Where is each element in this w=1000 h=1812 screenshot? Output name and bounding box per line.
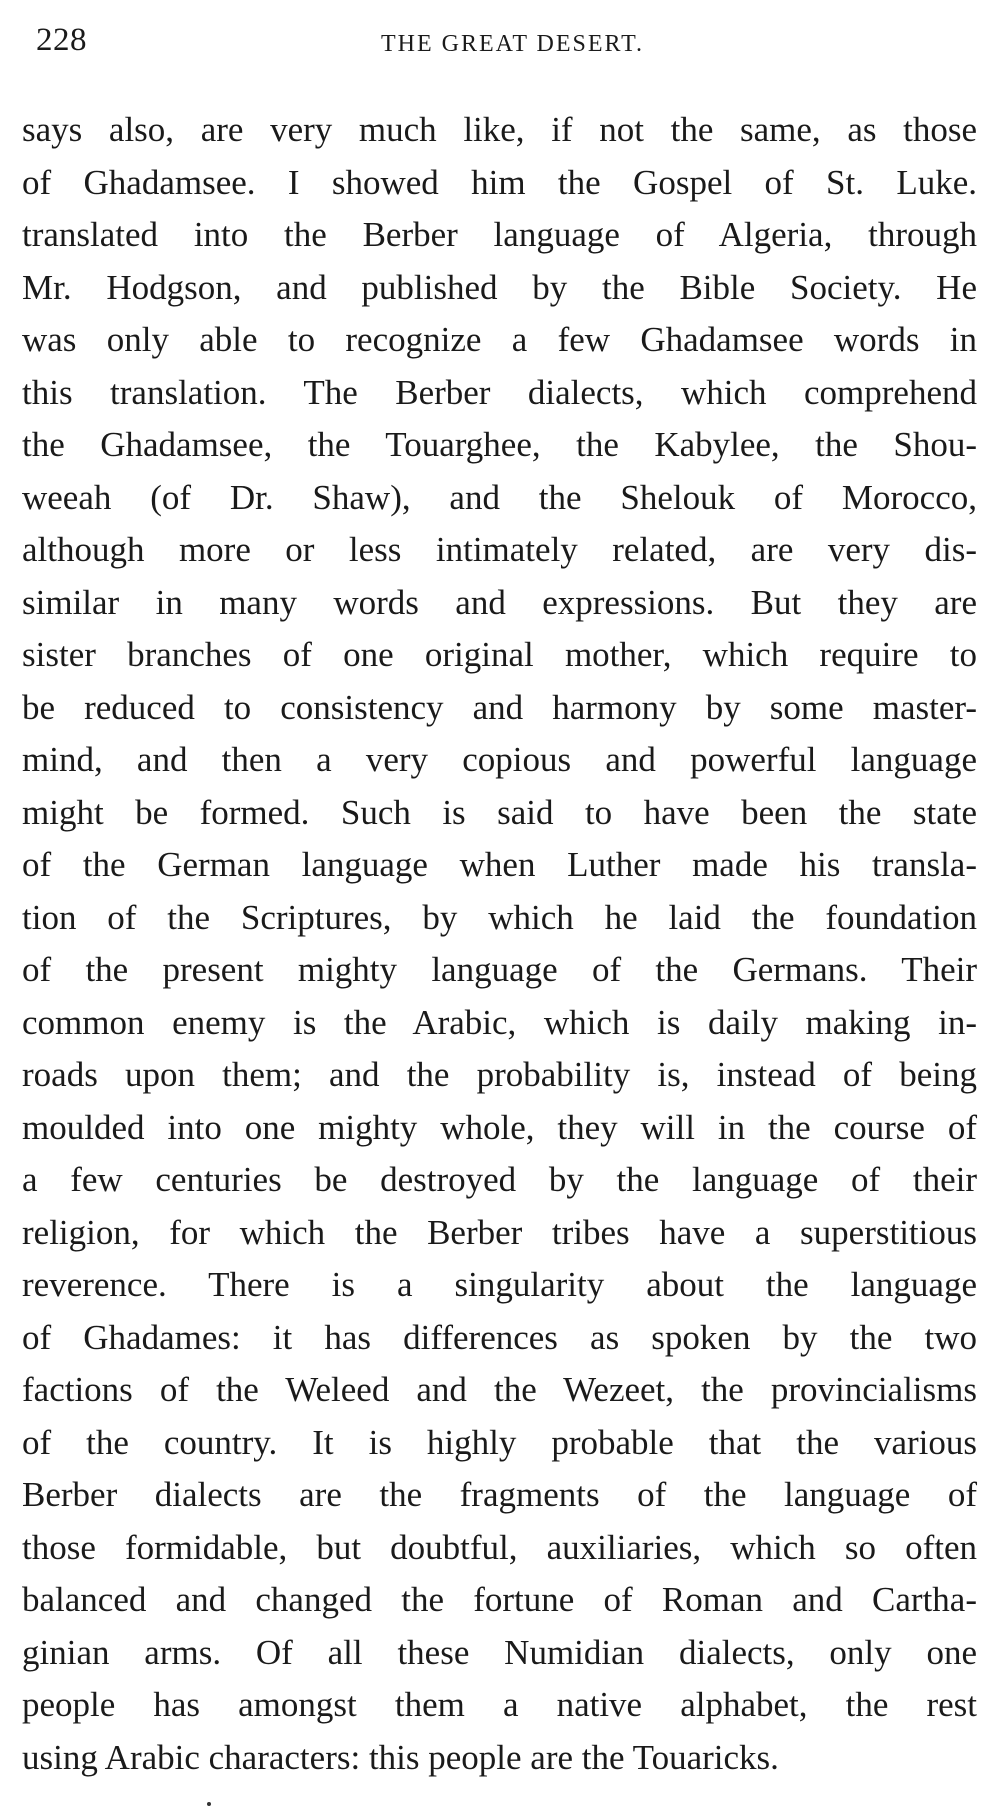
text-line: this translation. The Berber dialects, which comprehend [22, 372, 977, 412]
text-line: common enemy is the Arabic, which is daily making in- [22, 1002, 977, 1042]
text-line: roads upon them; and the probability is, instead of being [22, 1055, 977, 1094]
text-line: factions of the Weleed and the Wezeet, the provincialisms [22, 1370, 977, 1409]
text-line: people has amongst them a native alphabet, the rest [22, 1685, 977, 1724]
text-line: reverence. There is a singularity about the language [22, 1265, 977, 1304]
text-line: ginian arms. Of all these Numidian dialects, only one [22, 1632, 977, 1672]
text-line: of Ghadamsee. I showed him the Gospel of St. Luke. [22, 162, 977, 202]
text-line: was only able to recognize a few Ghadamsee words in [22, 320, 977, 359]
ink-speck [207, 1802, 211, 1806]
text-line: of the country. It is highly probable that the various [22, 1422, 977, 1462]
text-line: translated into the Berber language of Algeria, through [22, 215, 977, 254]
body-text [22, 104, 977, 1784]
page-number: 228 [36, 22, 87, 58]
text-line: Mr. Hodgson, and published by the Bible Society. He [22, 267, 977, 307]
text-line: religion, for which the Berber tribes have a superstitious [22, 1212, 977, 1252]
text-line: says also, are very much like, if not the same, as those [22, 110, 977, 149]
text-line: those formidable, but doubtful, auxiliaries, which so often [22, 1527, 977, 1567]
text-line: of Ghadames: it has differences as spoken by the two [22, 1317, 977, 1357]
text-line: Berber dialects are the fragments of the language of [22, 1475, 977, 1514]
text-line: be reduced to consistency and harmony by some master- [22, 687, 977, 727]
text-line: might be formed. Such is said to have been the state [22, 792, 977, 832]
text-line: of the present mighty language of the Germans. Their [22, 950, 977, 989]
running-head: THE GREAT DESERT. [381, 31, 644, 57]
text-line: sister branches of one original mother, which require to [22, 635, 977, 674]
text-line: tion of the Scriptures, by which he laid the foundation [22, 897, 977, 937]
text-line: moulded into one mighty whole, they will in the course of [22, 1107, 977, 1147]
text-line: of the German language when Luther made his transla- [22, 845, 977, 884]
text-line: using Arabic characters: this people are the Touaricks. [22, 1737, 779, 1777]
page-header [36, 14, 980, 62]
text-line: a few centuries be destroyed by the language of their [22, 1160, 977, 1199]
text-line: weeah (of Dr. Shaw), and the Shelouk of Morocco, [22, 477, 977, 517]
text-line: the Ghadamsee, the Touarghee, the Kabylee, the Shou- [22, 425, 977, 464]
text-line: similar in many words and expressions. But they are [22, 582, 977, 622]
text-line: mind, and then a very copious and powerful language [22, 740, 977, 779]
text-line: although more or less intimately related, are very dis- [22, 530, 977, 569]
text-line: balanced and changed the fortune of Roman and Cartha- [22, 1580, 977, 1619]
